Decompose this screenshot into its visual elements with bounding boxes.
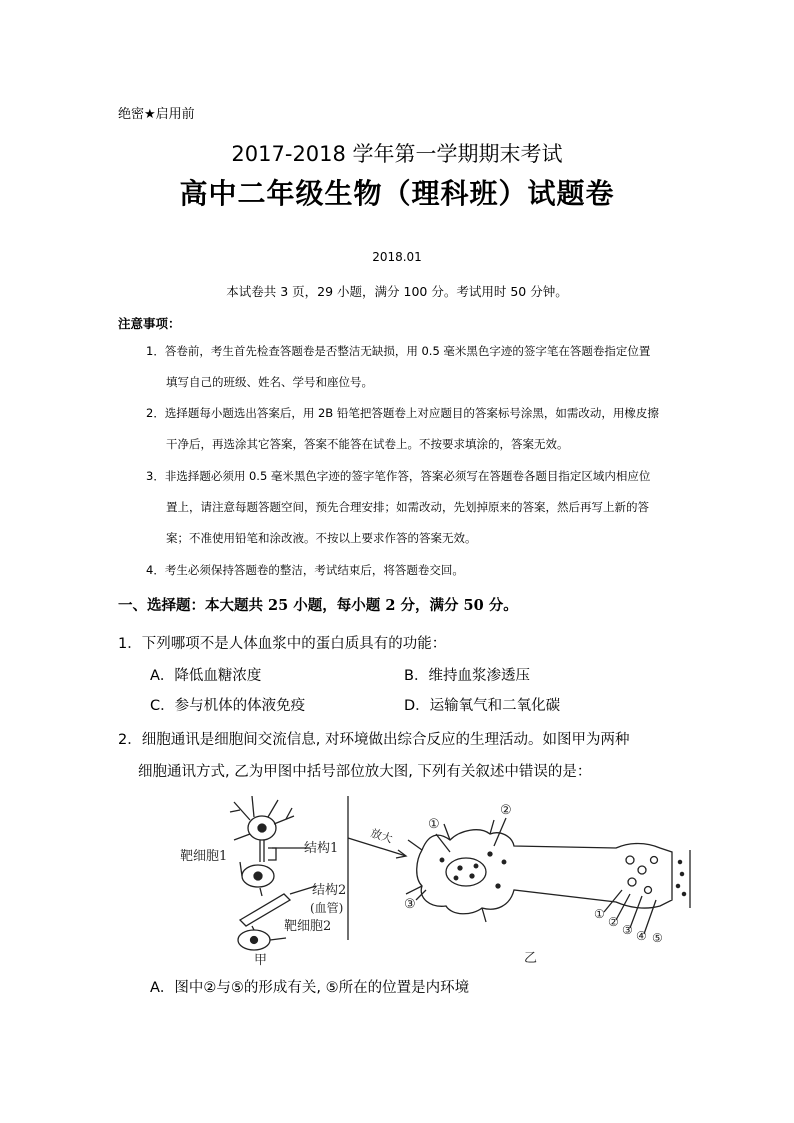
note-line: 1．答卷前，考生首先检查答题卷是否整洁无缺损，用 0.5 毫米黑色字迹的签字笔在答题卷指定位置 bbox=[146, 344, 651, 358]
label-target-cell-2: 靶细胞2 bbox=[284, 919, 332, 934]
q1-option-b: B．维持血浆渗透压 bbox=[404, 668, 530, 684]
yi-label-terminal-2: ② bbox=[608, 915, 619, 929]
exam-summary: 本试卷共 3 页，29 小题，满分 100 分。考试用时 50 分钟。 bbox=[226, 284, 568, 299]
neuron-nucleus bbox=[446, 858, 486, 886]
yi-label-terminal-5: ⑤ bbox=[652, 931, 663, 945]
yi-label-2: ② bbox=[500, 803, 512, 818]
question-1-stem: 1．下列哪项不是人体血浆中的蛋白质具有的功能： bbox=[118, 636, 447, 652]
q1-option-c: C．参与机体的体液免疫 bbox=[150, 698, 306, 714]
question-2-stem-line1: 2．细胞通讯是细胞间交流信息, 对环境做出综合反应的生理活动。如图甲为两种 bbox=[118, 732, 630, 748]
label-vessel: (血管) bbox=[310, 901, 344, 915]
figure-yi bbox=[406, 818, 690, 934]
q1-option-a: A．降低血糖浓度 bbox=[150, 668, 262, 684]
label-yi: 乙 bbox=[524, 951, 538, 966]
note-line: 填写自己的班级、姓名、学号和座位号。 bbox=[166, 375, 373, 389]
yi-label-terminal-1: ① bbox=[594, 907, 605, 921]
yi-label-terminal-3: ③ bbox=[622, 923, 633, 937]
label-jia: 甲 bbox=[254, 953, 268, 968]
notes-heading: 注意事项： bbox=[118, 316, 181, 331]
yi-label-3: ③ bbox=[404, 897, 416, 912]
note-line: 置上，请注意每题答题空间，预先合理安排；如需改动，先划掉原来的答案，然后再写上新的答 bbox=[166, 500, 649, 514]
note-line: 4．考生必须保持答题卷的整洁，考试结束后，将答题卷交回。 bbox=[146, 563, 464, 577]
yi-label-1: ① bbox=[428, 817, 440, 832]
exam-date: 2018.01 bbox=[372, 250, 422, 264]
exam-title: 高中二年级生物（理科班）试题卷 bbox=[179, 177, 615, 210]
label-structure-1: 结构1 bbox=[304, 841, 339, 856]
yi-label-terminal-4: ④ bbox=[636, 929, 647, 943]
neuron-outline bbox=[417, 830, 672, 914]
blood-vessel bbox=[240, 894, 290, 926]
cell-communication-figure bbox=[160, 790, 700, 968]
label-structure-2: 结构2 bbox=[312, 883, 347, 898]
note-line: 案；不准使用铅笔和涂改液。不按以上要求作答的答案无效。 bbox=[166, 531, 477, 545]
exam-subtitle: 2017-2018 学年第一学期期末考试 bbox=[231, 142, 563, 166]
note-line: 3．非选择题必须用 0.5 毫米黑色字迹的签字笔作答，答案必须写在答题卷各题目指定区域内相应位 bbox=[146, 469, 651, 483]
label-enlarge: 放大 bbox=[369, 826, 395, 846]
note-line: 干净后，再选涂其它答案，答案不能答在试卷上。不按要求填涂的，答案无效。 bbox=[166, 437, 569, 451]
label-target-cell-1: 靶细胞1 bbox=[180, 849, 228, 864]
q2-option-a: A．图中②与⑤的形成有关, ⑤所在的位置是内环境 bbox=[150, 980, 470, 996]
question-2-stem-line2: 细胞通讯方式, 乙为甲图中括号部位放大图, 下列有关叙述中错误的是： bbox=[138, 764, 592, 780]
section-heading: 一、选择题：本大题共 25 小题，每小题 2 分，满分 50 分。 bbox=[118, 597, 518, 614]
confidential-label: 绝密★启用前 bbox=[118, 107, 195, 122]
q1-option-d: D．运输氧气和二氧化碳 bbox=[404, 698, 561, 714]
note-line: 2．选择题每小题选出答案后，用 2B 铅笔把答题卷上对应题目的答案标号涂黑，如需改动，用橡皮擦 bbox=[146, 406, 659, 420]
